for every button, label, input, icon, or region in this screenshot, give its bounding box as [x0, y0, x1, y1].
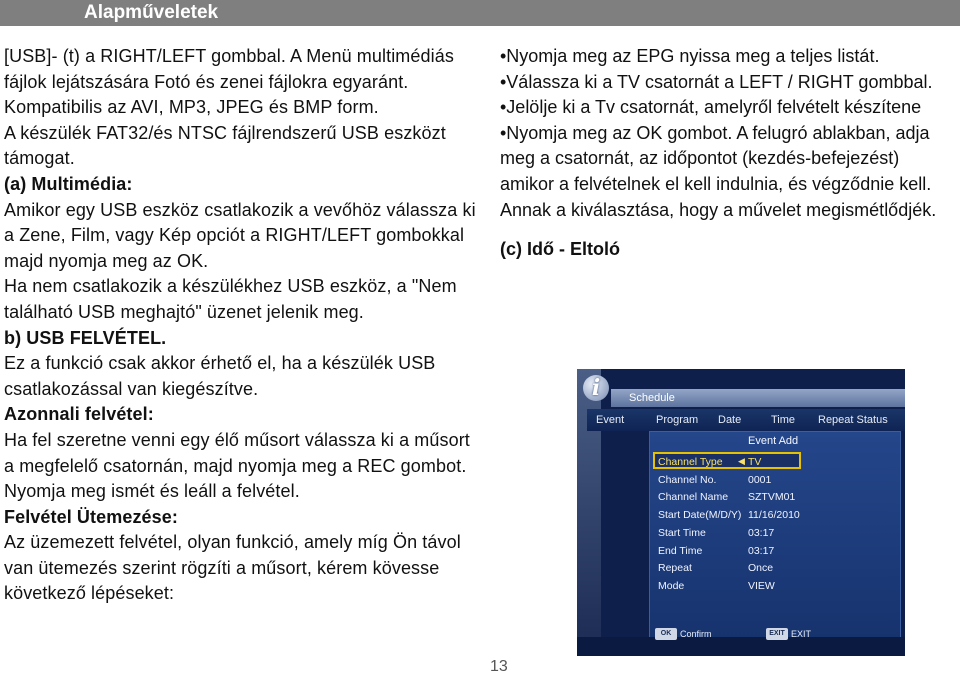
left-column [4, 44, 484, 607]
page-title: Alapműveletek [84, 2, 219, 23]
tv-footer-bar [577, 637, 905, 656]
tv-column-date: Date [718, 414, 742, 426]
row-value-channel-name[interactable]: SZTVM01 [748, 491, 796, 503]
row-label-end-time[interactable]: End Time [658, 545, 703, 557]
paragraph-filesystem: A készülék FAT32/és NTSC fájlrendszerű USB eszközt támogat. [4, 122, 446, 169]
paragraph-no-usb: Ha nem csatlakozik a készülékhez USB eszköz, a "Nem található USB meghajtó" üzenet jelenik meg. [4, 276, 457, 322]
row-label-start-time[interactable]: Start Time [658, 527, 706, 539]
row-label-channel-type[interactable]: Channel Type [658, 456, 723, 468]
tv-column-event: Event [596, 414, 625, 426]
exit-key-icon: EXIT [766, 628, 788, 640]
row-value-repeat[interactable]: Once [748, 562, 774, 574]
row-value-start-date[interactable]: 11/16/2010 [748, 509, 800, 521]
ok-key-icon: OK [655, 628, 677, 640]
heading-usb-recording: b) USB FELVÉTEL. [4, 327, 167, 348]
heading-instant-recording: Azonnali felvétel: [4, 404, 154, 425]
heading-multimedia: (a) Multimédia: [4, 173, 133, 194]
paragraph-usb-recording: Ez a funkció csak akkor érhető el, ha a készülék USB csatlakozással van kiegészítve. [4, 353, 436, 399]
row-value-channel-no[interactable]: 0001 [748, 474, 772, 486]
row-value-end-time[interactable]: 03:17 [748, 545, 775, 557]
row-label-start-date[interactable]: Start Date(M/D/Y) [658, 509, 742, 521]
page-number: 13 [490, 658, 508, 675]
tv-column-repeat-status: Repeat Status [818, 414, 888, 426]
info-icon: i [583, 375, 609, 401]
row-value-start-time[interactable]: 03:17 [748, 527, 775, 539]
paragraph-repeat: Annak a kiválasztása, hogy a művelet megismétlődjék. [500, 199, 937, 220]
tv-schedule-title: Schedule [629, 392, 675, 404]
row-value-channel-type[interactable]: TV [748, 456, 762, 468]
heading-scheduled-recording: Felvétel Ütemezése: [4, 506, 178, 527]
paragraph-multimedia: Amikor egy USB eszköz csatlakozik a vevőhöz válassza ki a Zene, Film, vagy Kép opciót a RIGHT/LEFT gombokkal majd nyomja meg az OK. [4, 199, 476, 271]
tv-column-program: Program [656, 414, 699, 426]
bullet-select-channel: •Válassza ki a TV csatornát a LEFT / RIGHT gombbal. [500, 71, 933, 92]
paragraph-scheduled-recording: Az üzemezett felvétel, olyan funkció, amely míg Ön távol van ütemezés szerint rögzíti a műsort, kérem kövesse következő lépéseket: [4, 532, 461, 604]
bullet-mark-channel: •Jelölje ki a Tv csatornát, amelyről felvételt készítene [500, 97, 922, 118]
footer-confirm-label: Confirm [680, 629, 712, 639]
row-label-repeat[interactable]: Repeat [658, 562, 692, 574]
footer-exit-label: EXIT [791, 629, 812, 639]
paragraph-usb-menu: [USB]- (t) a RIGHT/LEFT gombbal. A Menü multimédiás fájlok lejátszására Fotó és zenei fájlokra egyaránt. Kompatibilis az AVI, MP3, JPEG és BMP form. [4, 46, 454, 118]
row-label-channel-no[interactable]: Channel No. [658, 474, 717, 486]
bullet-epg: •Nyomja meg az EPG nyissa meg a teljes listát. [500, 46, 880, 66]
event-add-title: Event Add [748, 435, 799, 447]
row-value-mode[interactable]: VIEW [748, 580, 775, 592]
row-label-channel-name[interactable]: Channel Name [658, 491, 729, 503]
chevron-left-icon[interactable]: ◀ [738, 456, 745, 466]
tv-column-time: Time [771, 414, 796, 426]
bullet-ok-popup: •Nyomja meg az OK gombot. A felugró ablakban, adja meg a csatornát, az időpontot (kezdés-befejezést) amikor a felvételnek el kell indulnia, és végződnie kell. [500, 122, 932, 194]
right-column [500, 44, 955, 263]
paragraph-instant-recording: Ha fel szeretne venni egy élő műsort válassza ki a műsort a megfelelő csatornán, majd nyomja meg a REC gombot. Nyomja meg ismét és leáll a felvétel. [4, 429, 470, 502]
heading-timeshift: (c) Idő - Eltoló [500, 239, 620, 260]
row-label-mode[interactable]: Mode [658, 580, 685, 592]
